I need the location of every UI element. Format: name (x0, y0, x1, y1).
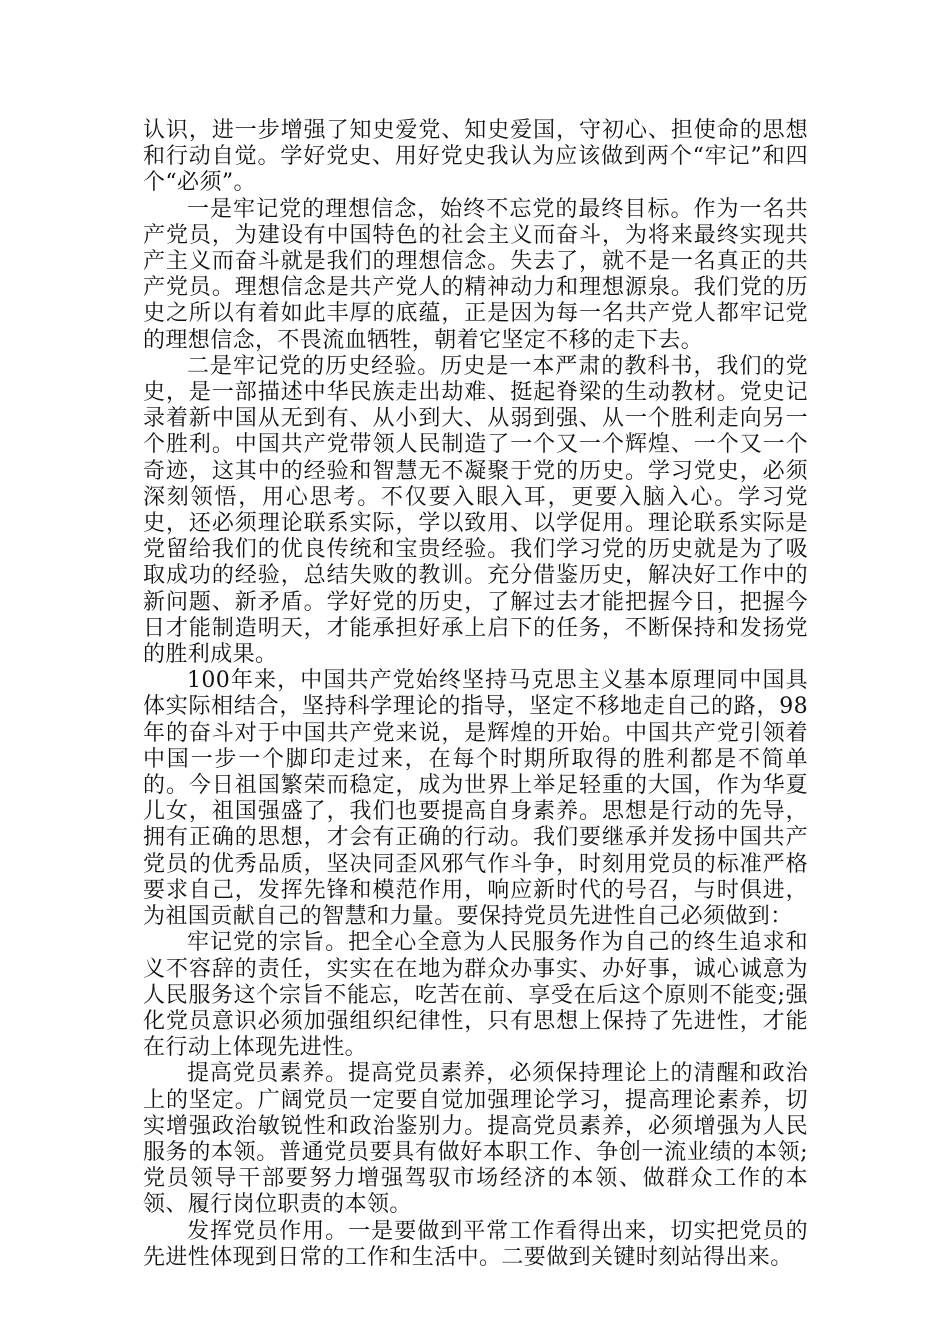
paragraph-3: 二是牢记党的历史经验。历史是一本严肃的教科书，我们的党史，是一部描述中华民族走出劫难、挺起脊梁的生动教材。党史记录着新中国从无到有、从小到大、从弱到强、从一个胜利走向另一个胜利。中国共产党带领人民制造了一个又一个辉煌、一个又一个奇迹，这其中的经验和智慧无不凝聚于党的历史。学习党史，必须深刻领悟，用心思考。不仅要入眼入耳，更要入脑入心。学习党史，还必须理论联系实际，学以致用、以学促用。理论联系实际是党留给我们的优良传统和宝贵经验。我们学习党的历史就是为了吸取成功的经验，总结失败的教训。充分借鉴历史，解决好工作中的新问题、新矛盾。学好党的历史，了解过去才能把握今日，把握今日才能制造明天，才能承担好承上启下的任务，不断保持和发扬党的胜利成果。 (143, 353, 808, 668)
document-body (143, 118, 808, 1271)
paragraph-5: 牢记党的宗旨。把全心全意为人民服务作为自己的终生追求和义不容辞的责任，实实在在地为群众办事实、办好事，诚心诚意为人民服务这个宗旨不能忘，吃苦在前、享受在后这个原则不能变;强化党员意识必须加强组织纪律性，只有思想上保持了先进性，才能在行动上体现先进性。 (143, 930, 808, 1061)
paragraph-4: 100年来，中国共产党始终坚持马克思主义基本原理同中国具体实际相结合，坚持科学理论的指导，坚定不移地走自己的路，98年的奋斗对于中国共产党来说，是辉煌的开始。中国共产党引领着中国一步一个脚印走过来，在每个时期所取得的胜利都是不简单的。今日祖国繁荣而稳定，成为世界上举足轻重的大国，作为华夏儿女，祖国强盛了，我们也要提高自身素养。思想是行动的先导，拥有正确的思想，才会有正确的行动。我们要继承并发扬中国共产党员的优秀品质，坚决同歪风邪气作斗争，时刻用党员的标准严格要求自己，发挥先锋和模范作用，响应新时代的号召，与时俱进，为祖国贡献自己的智慧和力量。要保持党员先进性自己必须做到： (143, 668, 808, 930)
paragraph-2: 一是牢记党的理想信念，始终不忘党的最终目标。作为一名共产党员，为建设有中国特色的社会主义而奋斗，为将来最终实现共产主义而奋斗就是我们的理想信念。失去了，就不是一名真正的共产党员。理想信念是共产党人的精神动力和理想源泉。我们党的历史之所以有着如此丰厚的底蕴，正是因为每一名共产党人都牢记党的理想信念，不畏流血牺牲，朝着它坚定不移的走下去。 (143, 196, 808, 353)
paragraph-7: 发挥党员作用。一是要做到平常工作看得出来，切实把党员的先进性体现到日常的工作和生活中。二要做到关键时刻站得出来。 (143, 1218, 808, 1270)
paragraph-6: 提高党员素养。提高党员素养，必须保持理论上的清醒和政治上的坚定。广阔党员一定要自觉加强理论学习，提高理论素养，切实增强政治敏锐性和政治鉴别力。提高党员素养，必须增强为人民服务的本领。普通党员要具有做好本职工作、争创一流业绩的本领;党员领导干部要努力增强驾驭市场经济的本领、做群众工作的本领、履行岗位职责的本领。 (143, 1061, 808, 1218)
paragraph-1: 认识，进一步增强了知史爱党、知史爱国，守初心、担使命的思想和行动自觉。学好党史、用好党史我认为应该做到两个“牢记”和四个“必须”。 (143, 118, 808, 196)
